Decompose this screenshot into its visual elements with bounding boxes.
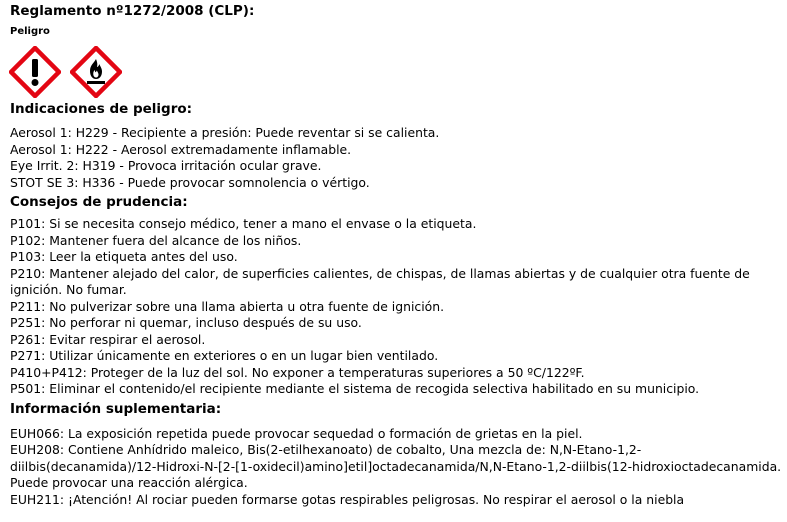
supplementary-statement: EUH211: ¡Atención! Al rociar pueden formarse gotas respirables peligrosas. No respirar el aerosol o la niebla [10,491,685,507]
signal-word: Peligro [10,26,50,37]
flame-icon [70,46,122,98]
hazard-pictograms [9,46,782,98]
precautionary-statement: P410+P412: Proteger de la luz del sol. No exponer a temperaturas superiores a 50 ºC/122ºF. [10,364,585,380]
hazard-statement: STOT SE 3: H336 - Puede provocar somnolencia o vértigo. [10,174,370,190]
precautionary-statement: P102: Mantener fuera del alcance de los niños. [10,232,302,248]
regulation-title: Reglamento nº1272/2008 (CLP): [10,3,255,19]
exclamation-mark-icon [9,46,61,98]
precautionary-statement: P210: Mantener alejado del calor, de superficies calientes, de chispas, de llamas abiertas y de cualquier otra fuente de ignición. No fumar. [10,265,750,297]
precautionary-statement: P501: Eliminar el contenido/el recipiente mediante el sistema de recogida selectiva habilitado en su municipio. [10,381,700,396]
precautionary-statement: P101: Si se necesita consejo médico, tener a mano el envase o la etiqueta. [10,216,477,231]
supplementary-information-list [10,426,782,509]
supplementary-statement: EUH066: La exposición repetida puede provocar sequedad o formación de grietas en la piel. [10,425,583,441]
supplementary-statement: EUH208: Contiene Anhídrido maleico, Bis(2-etilhexanoato) de cobalto, Una mezcla de: N,N-Etano-1,2-diilbis(decanamida)/12-Hidroxi-N-[2-[1-oxidecil)amino]etil]octadecanamida/N,N-Etano-1,2-diilbis(12-hidroxioctadecanamida. Puede provocar una reacción alérgica. [10,442,782,490]
precautionary-statement: P211: No pulverizar sobre una llama abierta u otra fuente de ignición. [10,298,445,314]
hazard-statement: Eye Irrit. 2: H319 - Provoca irritación ocular grave. [10,158,322,173]
hazard-statement: Aerosol 1: H222 - Aerosol extremadamente inflamable. [10,141,352,157]
supplementary-information-heading: Información suplementaria: [10,400,222,417]
hazard-statement: Aerosol 1: H229 - Recipiente a presión: Puede reventar si se calienta. [10,125,440,140]
precautionary-statement: P271: Utilizar únicamente en exteriores o en un lugar bien ventilado. [10,348,439,363]
precautionary-statements-heading: Consejos de prudencia: [10,194,188,210]
clp-label-section [10,3,782,508]
precautionary-statement: P251: No perforar ni quemar, incluso después de su uso. [10,315,362,330]
hazard-statements-heading: Indicaciones de peligro: [10,101,193,117]
precautionary-statement: P103: Leer la etiqueta antes del uso. [10,249,238,264]
precautionary-statement: P261: Evitar respirar el aerosol. [10,331,206,347]
hazard-statements-list [10,125,782,191]
precautionary-statements-list [10,216,782,398]
